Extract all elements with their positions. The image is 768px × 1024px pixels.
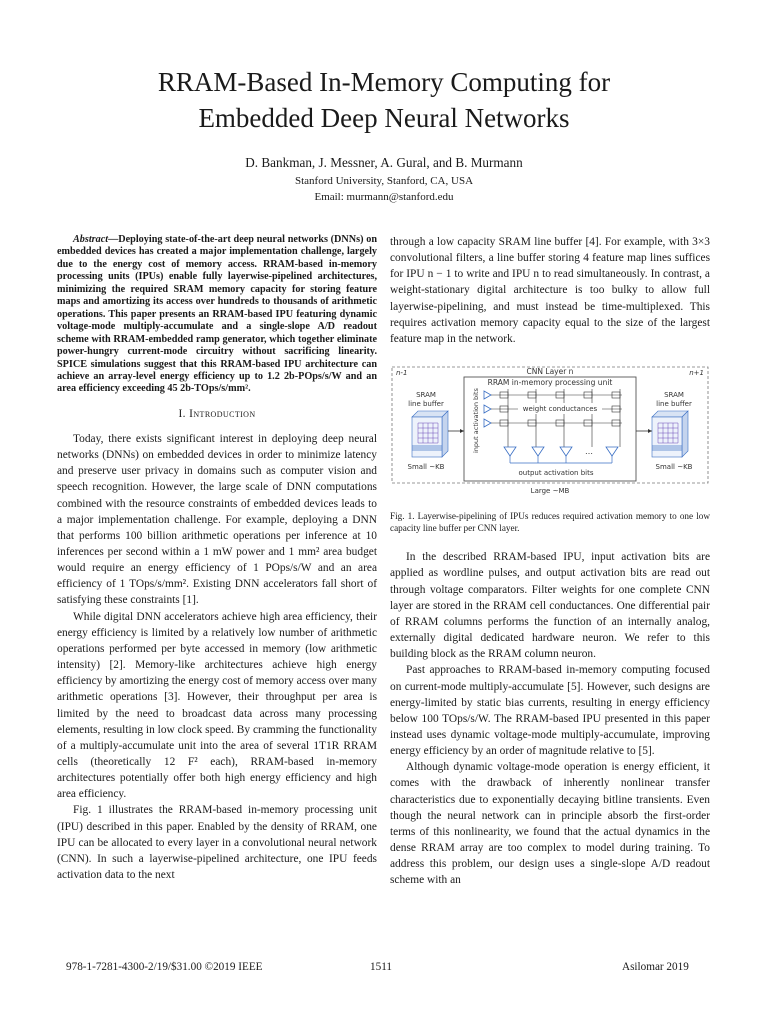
email: Email: murmann@stanford.edu bbox=[314, 191, 454, 203]
output-lines bbox=[510, 456, 612, 463]
affiliation: Stanford University, Stanford, CA, USA bbox=[294, 175, 474, 187]
rram-array bbox=[491, 389, 622, 447]
label-prev-layer: n-1 bbox=[396, 369, 408, 378]
sram-buffer-right bbox=[652, 411, 688, 457]
figure-caption: Fig. 1. Layerwise-pipelining of IPUs reduces required activation memory to one low capacity line buffer per CNN layer. bbox=[390, 511, 710, 533]
label-small-right: Small ~KB bbox=[655, 463, 693, 472]
abstract bbox=[57, 234, 377, 396]
right-column bbox=[390, 234, 710, 889]
right-paragraph-3: Past approaches to RRAM-based in-memory computing focused on current-mode multiply-accumulate [5]. However, such designs are energy-limited by static bias currents, resulting in energy efficiency below 100 TOps/s/W. The RRAM-based IPU presented in this paper instead uses dynamic voltage-mode multiply-accumulate, improving energy efficiency by an order of magnitude relative to [5]. bbox=[390, 664, 710, 758]
comparators bbox=[504, 447, 618, 456]
label-small-left: Small ~KB bbox=[407, 463, 445, 472]
label-ellipsis: … bbox=[585, 447, 593, 457]
footer-venue: Asilomar 2019 bbox=[622, 961, 689, 973]
right-paragraph-1: through a low capacity SRAM line buffer [4]. For example, with 3×3 convolutional filters, a line buffer storing 4 feature map lines suffices for IPU n − 1 to write and IPU n to read simultaneously. In contrast, a weight-stationary digital architecture is too bulky to allow full layerwise-pipelining, and must instead be time-multiplexed. This requires activation memory capacity equal to the size of the largest feature map in the network. bbox=[390, 236, 710, 345]
label-large: Large ~MB bbox=[530, 487, 570, 496]
section-title: Introduction bbox=[189, 407, 256, 420]
sram-buffer-left bbox=[412, 411, 448, 457]
label-sram-left-1: SRAM bbox=[416, 391, 436, 400]
section-number: I. bbox=[178, 407, 186, 420]
label-ipu: RRAM in-memory processing unit bbox=[487, 378, 613, 388]
right-paragraph-4: Although dynamic voltage-mode operation is energy efficient, it comes with the drawback of inherently nonlinear transfer characteristics due to exponentially decaying bitline transients. Even though the neural network can in principle absorb the first-order terms of this nonlinearity, we found that the actual dynamics in the dense RRAM array are too complex to model during training. To address this problem, our design uses a single-slope A/D readout scheme with an bbox=[390, 761, 710, 887]
footer-isbn: 978-1-7281-4300-2/19/$31.00 ©2019 IEEE bbox=[66, 961, 263, 973]
figure-1 bbox=[390, 361, 710, 501]
abstract-text: —Deploying state-of-the-art deep neural networks (DNNs) on embedded devices has created a major implementation challenge, largely due to the energy cost of memory access. RRAM-based in-memory processing units (IPUs) enable fully layerwise-pipelined architectures, minimizing the required SRAM memory capacity for storing feature maps and amortizing its access over hundreds to thousands of arithmetic operations. This paper presents an RRAM-based IPU featuring dynamic voltage-mode multiply-accumulate and a single-slope A/D readout scheme with RRAM-embedded ramp generator, which together eliminate power-hungry current-mode circuitry without sacrificing linearity. SPICE simulations suggest that this RRAM-based IPU architecture can achieve an array-level energy efficiency up to 1.2 2b-POps/s/W and an area efficiency exceeding 45 2b-TOps/s/mm². bbox=[57, 234, 377, 395]
paper-title bbox=[0, 64, 768, 136]
abstract-lead: Abstract bbox=[73, 234, 109, 245]
label-weights: weight conductances bbox=[522, 405, 598, 414]
intro-paragraph-2: While digital DNN accelerators achieve high area efficiency, their energy efficiency is limited by a relatively low number of arithmetic operations performed per byte accessed in memory (low arithmetic intensity) [2]. Memory-like architectures achieve high energy efficiency by amortizing the energy cost of memory access over many arithmetic operations [3]. However, their throughput per area is limited by the need to broadcast data across many processing elements, resulting in low clock speed. By cramming the functionality of a multiply-accumulate unit into the area of several 1T1R RRAM cells (theoretically 12 F² each), RRAM-based in-memory architectures potentially offer both high energy efficiency and high area efficiency. bbox=[57, 610, 377, 801]
intro-paragraph-3: Fig. 1 illustrates the RRAM-based in-memory processing unit (IPU) described in this paper. Enabled by the density of RRAM, one IPU can be allocated to every layer in a convolutional neural network (CNN). In such a layerwise-pipelined architecture, one IPU feeds activation data to the next bbox=[57, 804, 377, 882]
left-column bbox=[57, 234, 377, 883]
ipu-diagram bbox=[390, 361, 710, 501]
ipu-block bbox=[464, 377, 636, 481]
label-next-layer: n+1 bbox=[689, 369, 704, 378]
label-sram-right-2: line buffer bbox=[656, 400, 692, 409]
label-input-bits: input activation bits bbox=[472, 388, 480, 454]
title-line-2: Embedded Deep Neural Networks bbox=[198, 103, 570, 133]
label-output-bits: output activation bits bbox=[518, 469, 594, 478]
wordline-drivers bbox=[484, 391, 491, 427]
label-sram-right-1: SRAM bbox=[664, 391, 684, 400]
label-cnn-layer: CNN Layer n bbox=[526, 367, 574, 377]
section-heading bbox=[57, 406, 377, 422]
footer-page-number: 1511 bbox=[370, 961, 392, 973]
right-paragraph-2: In the described RRAM-based IPU, input activation bits are applied as wordline pulses, and output activation bits are read out through voltage comparators. Filter weights for one complete CNN layer are stored in the RRAM cell conductances. One differential pair of RRAM columns performs the function of an internally analog, externally digital dedicated hardware neuron. We refer to this building block as the RRAM column neuron. bbox=[390, 551, 710, 661]
authors: D. Bankman, J. Messner, A. Gural, and B. Murmann bbox=[245, 155, 523, 170]
label-sram-left-2: line buffer bbox=[408, 400, 444, 409]
title-line-1: RRAM-Based In-Memory Computing for bbox=[157, 67, 611, 97]
intro-paragraph-1: Today, there exists significant interest in deploying deep neural networks (DNNs) on embedded devices in order to minimize latency and preserve user privacy in domains such as computer vision and speech recognition. However, the large scale of DNN computations combined with the resource constraints of embedded devices leads to a major implementation challenge. For example, deploying a DNN that performs 100 billion arithmetic operations per inference at 10 inferences per second within a 1 mW power and 1 mm² area budget would require an energy efficiency of 1 POps/s/W and an area efficiency of 1 TOps/s/mm². Existing DNN accelerators fall short of satisfying these constraints [1]. bbox=[57, 432, 377, 607]
